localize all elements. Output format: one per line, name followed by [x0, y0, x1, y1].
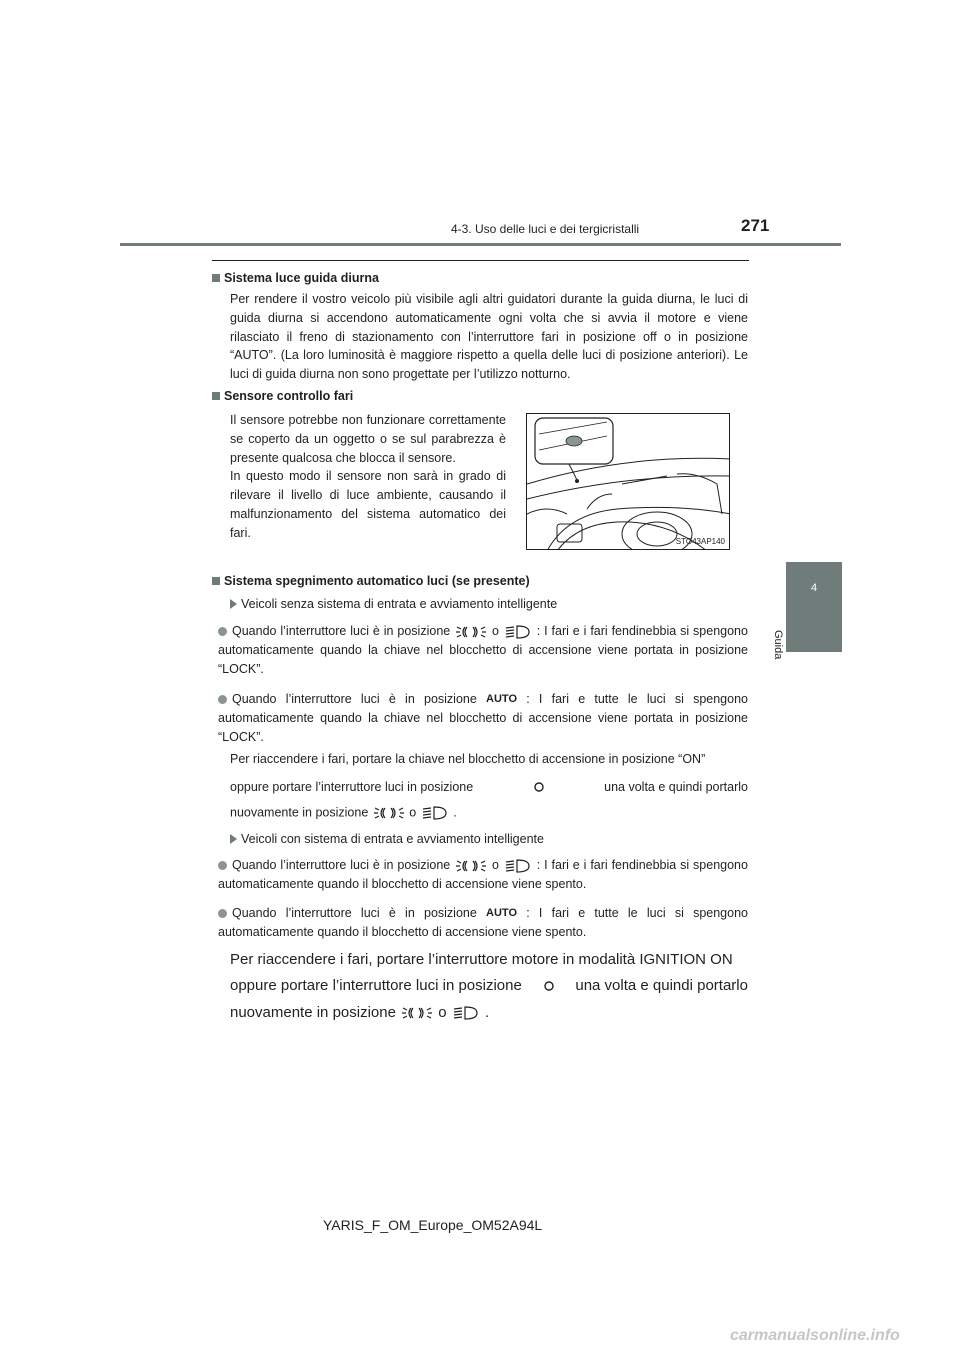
chapter-number: 4 [810, 582, 818, 594]
auto-off-title-text: Sistema spegnimento automatico luci (se presente) [224, 574, 530, 588]
round-bullet-icon [218, 695, 227, 704]
drl-title-text: Sistema luce guida diurna [224, 271, 379, 285]
arrow-bullet-icon [230, 599, 237, 609]
sub-heading-text: Veicoli senza sistema di entrata e avviamento intelligente [241, 597, 558, 611]
line-text: una volta e quindi portarlo [604, 780, 748, 794]
headlight-icon [503, 624, 533, 640]
section-heading: 4-3. Uso delle luci e dei tergicristalli [451, 222, 640, 236]
or-text: o [492, 858, 499, 872]
content-rule [212, 260, 749, 261]
ignition-text-2 [230, 977, 748, 994]
bullet-text: Quando l’interruttore luci è in posizione [232, 858, 451, 872]
or-text: o [492, 624, 499, 638]
round-bullet-icon [218, 909, 227, 918]
off-icon [539, 979, 559, 993]
bullet-text: : I fari e i fari fendinebbia si spengono automaticamente quando il blocchetto di accensione viene spento. [218, 858, 748, 891]
line-text: una volta e quindi portarlo [575, 977, 748, 994]
bullet-text: : I fari e tutte le luci si spengono automaticamente quando il blocchetto di accensione viene spento. [218, 906, 748, 940]
dashboard-sensor-figure [526, 413, 730, 550]
headlight-icon [451, 1005, 481, 1021]
period-text: . [453, 805, 457, 820]
chapter-label: Guida [772, 630, 784, 660]
relight-text-3 [230, 805, 457, 821]
relight-text-1: Per riaccendere i fari, portare la chiave nel blocchetto di accensione in posizione “ON” [230, 752, 706, 766]
bullet-text: Quando l’interruttore luci è in posizione [232, 624, 451, 638]
or-text: o [409, 805, 417, 820]
chapter-tab [786, 562, 842, 652]
watermark: carmanualsonline.info [730, 1327, 900, 1344]
relight-text-2 [230, 780, 748, 794]
side-lights-icon [454, 858, 488, 874]
side-lights-icon [372, 805, 406, 821]
footer-code: YARIS_F_OM_Europe_OM52A94L [323, 1217, 543, 1233]
auto-icon: AUTO [486, 693, 518, 706]
off-icon [529, 780, 549, 794]
bullet-2 [218, 690, 748, 747]
sub-heading-no-smart [230, 597, 557, 611]
ignition-text-3 [230, 1004, 489, 1021]
sub-heading-smart [230, 832, 544, 846]
line-text: oppure portare l’interruttore luci in posizione [230, 780, 474, 794]
line-text: nuovamente in posizione [230, 1004, 396, 1021]
drl-body: Per rendere il vostro veicolo più visibile agli altri guidatori durante la guida diurna, le luci di guida diurna si accendono automaticamente ogni volta che si avvia il motore e viene rilasciato il freno di stazionamento con l’interruttore fari in posizione off o in posizione “AUTO”. (La loro luminosità è maggiore rispetto a quella delle luci di posizione anteriori). Le luci di guida diurna non sono progettate per l’utilizzo notturno. [230, 292, 748, 382]
round-bullet-icon [218, 861, 227, 870]
page-number: 271 [741, 216, 770, 235]
ignition-text-1: Per riaccendere i fari, portare l’interruttore motore in modalità IGNITION ON [230, 951, 733, 968]
or-text: o [438, 1004, 447, 1021]
sensor-title [212, 389, 353, 403]
square-bullet-icon [212, 392, 220, 400]
line-text: oppure portare l’interruttore luci in posizione [230, 977, 522, 994]
bullet-3 [218, 856, 748, 894]
bullet-4 [218, 904, 748, 942]
auto-off-title [212, 574, 530, 588]
header-rule [120, 243, 841, 246]
sensor-title-text: Sensore controllo fari [224, 389, 354, 403]
bullet-text: Quando l’interruttore luci è in posizione [232, 906, 477, 920]
bullet-text: : I fari e i fari fendinebbia si spengono automaticamente quando la chiave nel blocchetto di accensione viene portata in posizione “LOCK”. [218, 624, 748, 676]
round-bullet-icon [218, 627, 227, 636]
headlight-icon [420, 805, 450, 821]
figure-code: STO43AP140 [675, 537, 725, 546]
line-text: nuovamente in posizione [230, 805, 369, 820]
auto-icon: AUTO [486, 907, 518, 920]
bullet-1 [218, 622, 748, 679]
square-bullet-icon [212, 274, 220, 282]
side-lights-icon [400, 1005, 434, 1021]
drl-title [212, 271, 379, 285]
sensor-body: Il sensore potrebbe non funzionare correttamente se coperto da un oggetto o se sul parabrezza è presente qualcosa che blocca il sensore. In questo modo il sensore non sarà in grado di rilevare il livello di luce ambiente, causando il malfunzionamento del sistema automatico dei fari. [230, 413, 506, 540]
dashboard-illustration [527, 414, 730, 550]
square-bullet-icon [212, 577, 220, 585]
period-text: . [484, 1004, 490, 1021]
bullet-text: : I fari e tutte le luci si spengono automaticamente quando la chiave nel blocchetto di accensione viene portata in posizione “LOCK”. [218, 692, 748, 745]
side-lights-icon [454, 624, 488, 640]
bullet-text: Quando l’interruttore luci è in posizione [232, 692, 477, 706]
headlight-icon [503, 858, 533, 874]
arrow-bullet-icon [230, 834, 237, 844]
sub-heading-text: Veicoli con sistema di entrata e avviamento intelligente [241, 832, 544, 846]
